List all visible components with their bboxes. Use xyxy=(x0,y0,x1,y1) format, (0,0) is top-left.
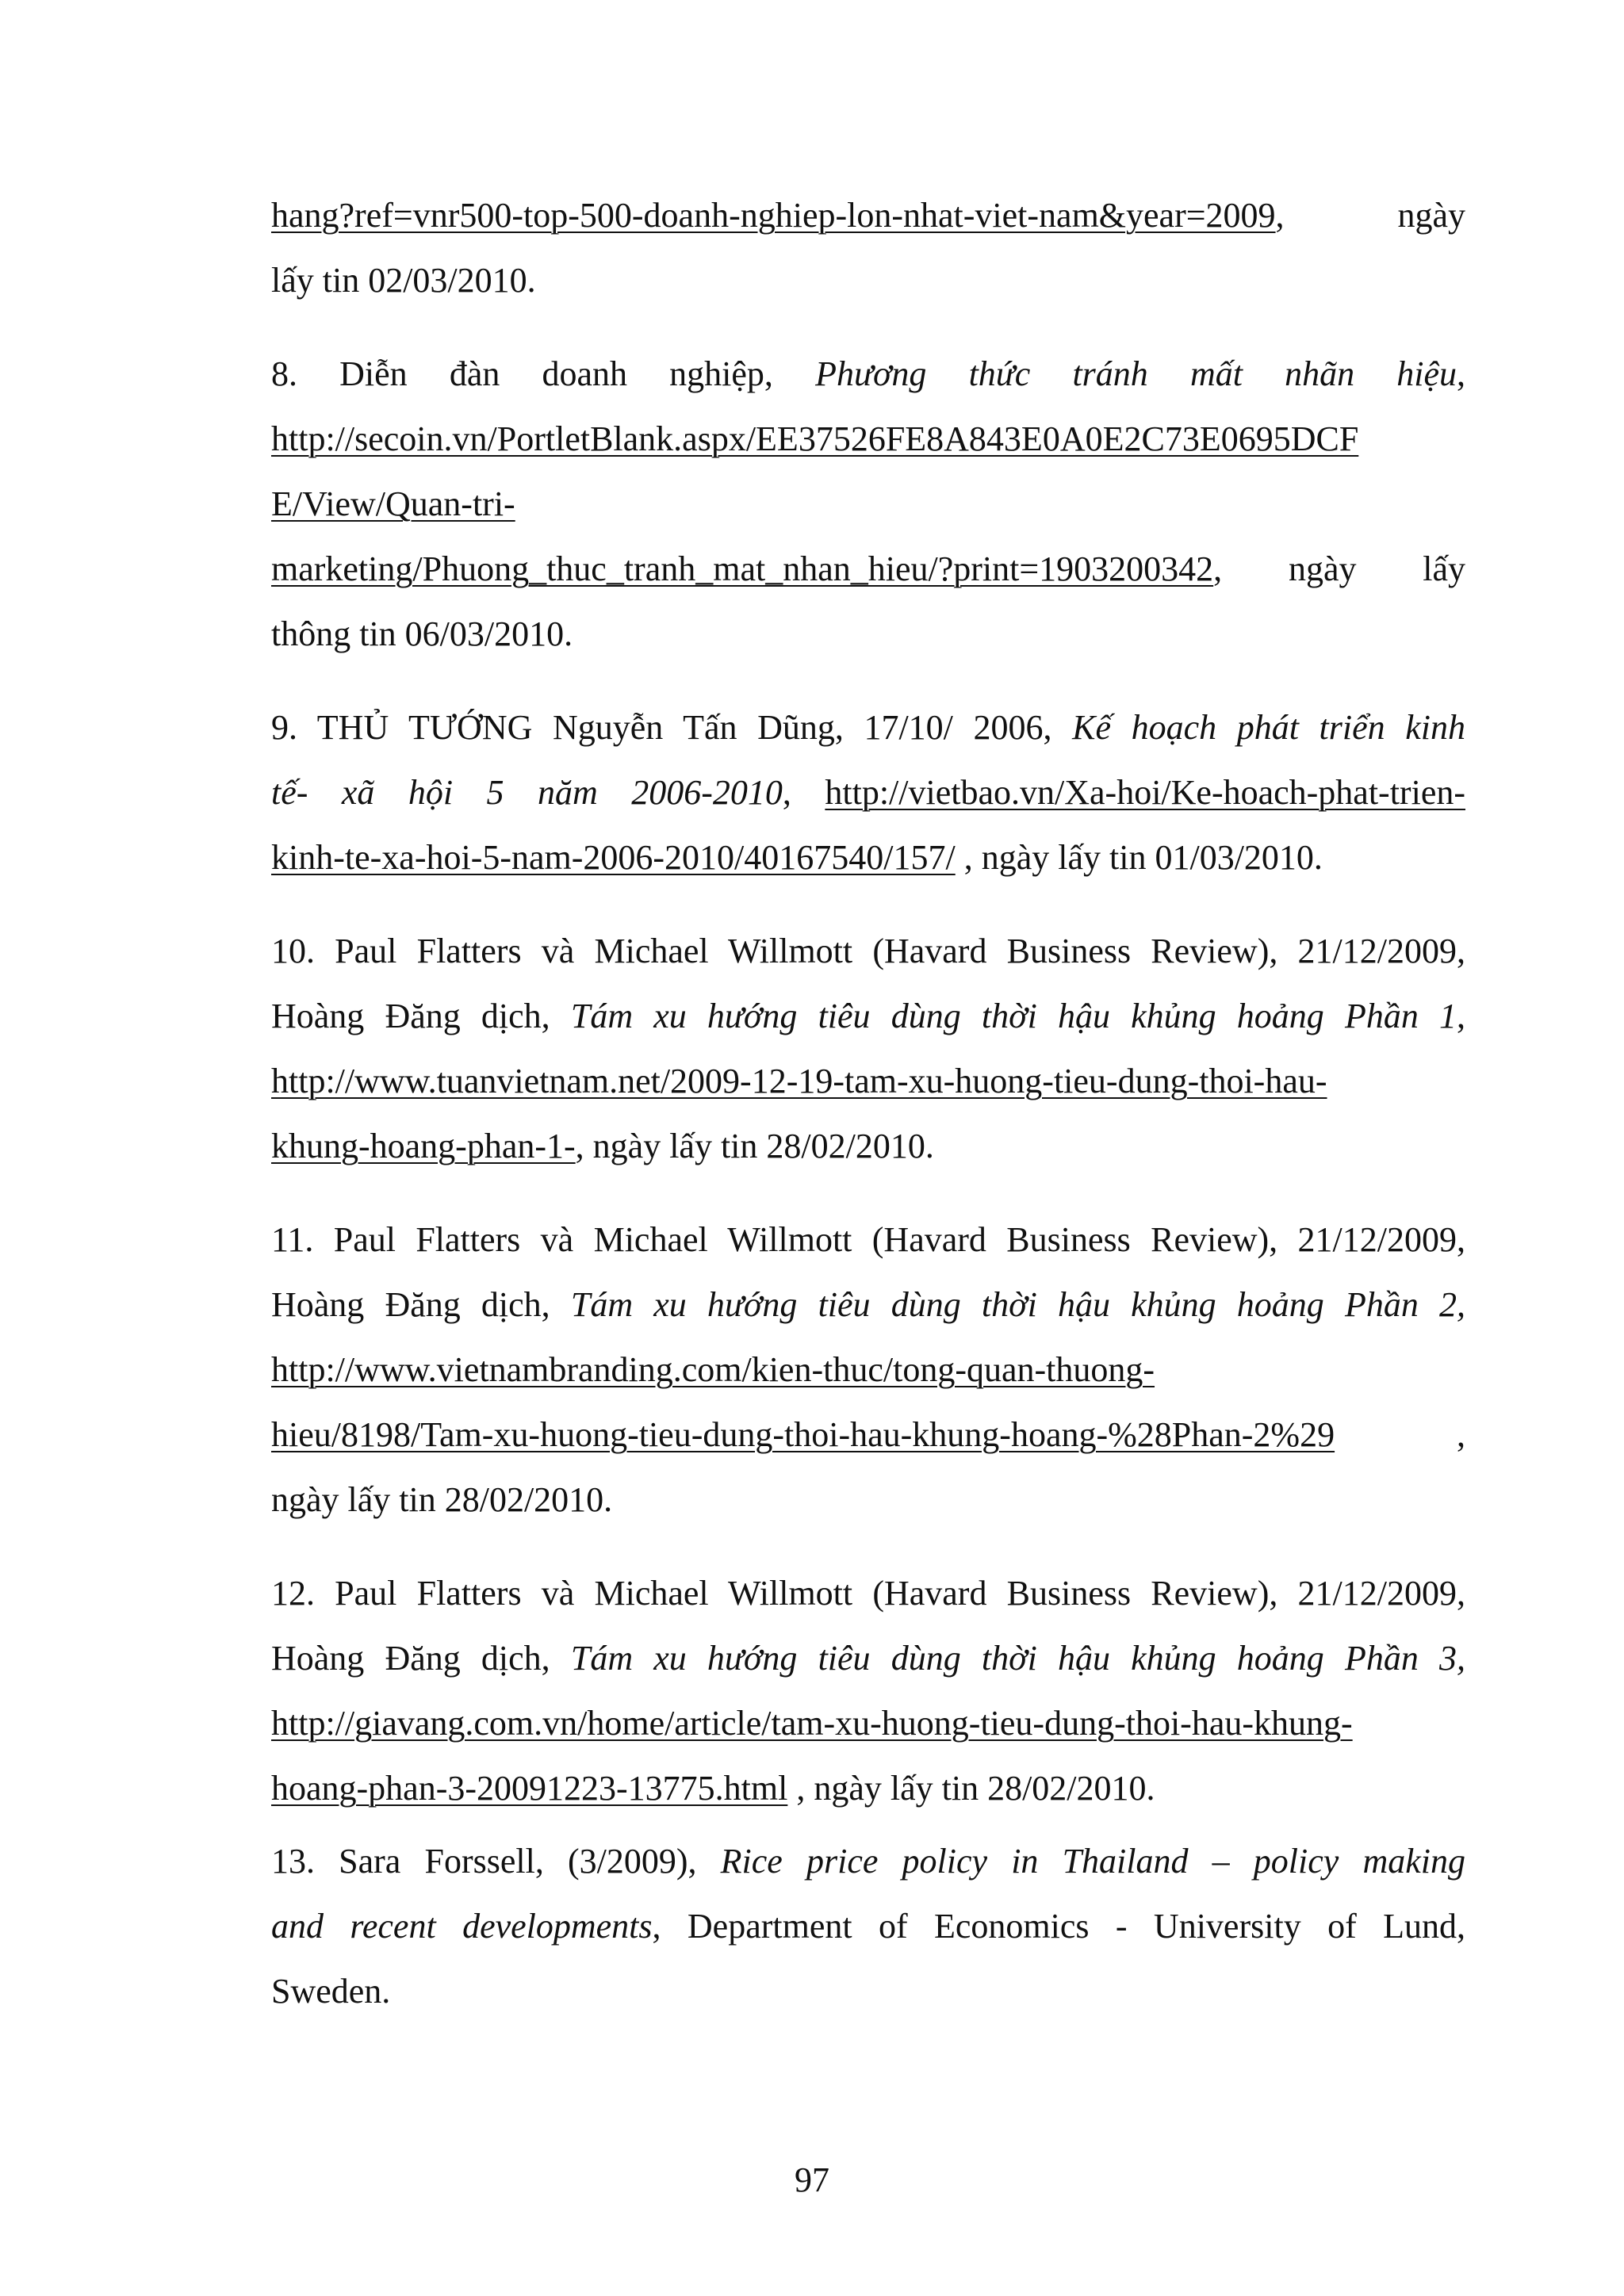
reference-link[interactable]: hoang-phan-3-20091223-13775.html xyxy=(271,1769,788,1808)
reference-text: lấy tin 02/03/2010. xyxy=(271,261,536,300)
reference-8-line-3 xyxy=(271,480,1465,528)
reference-7-line-1 xyxy=(271,192,1465,239)
reference-8-line-4 xyxy=(271,545,1465,593)
reference-text: , xyxy=(1457,354,1465,393)
reference-13-line-3 xyxy=(271,1968,1465,2015)
reference-8-line-1 xyxy=(271,350,1465,398)
reference-12-line-1 xyxy=(271,1570,1465,1617)
reference-title: Phương thức tránh mất nhãn hiệu xyxy=(815,354,1457,393)
reference-12-line-2 xyxy=(271,1635,1465,1682)
reference-11-line-4 xyxy=(271,1411,1465,1459)
reference-link[interactable]: http://www.tuanvietnam.net/2009-12-19-tam-xu-huong-tieu-dung-thoi-hau- xyxy=(271,1062,1327,1100)
reference-text: thông tin 06/03/2010. xyxy=(271,614,573,653)
reference-text: 12. Paul Flatters và Michael Willmott (Havard Business Review), 21/12/2009, xyxy=(271,1574,1465,1613)
reference-11-line-1 xyxy=(271,1216,1465,1264)
reference-text: , ngày xyxy=(1275,196,1465,235)
reference-7-line-2 xyxy=(271,257,1465,304)
reference-link[interactable]: khung-hoang-phan-1- xyxy=(271,1127,576,1165)
page-number: 97 xyxy=(795,2160,829,2199)
reference-text: Hoàng Đăng dịch, xyxy=(271,1639,571,1678)
reference-title: tế- xã hội 5 năm 2006-2010 xyxy=(271,773,783,812)
reference-text: , Department of Economics - University of Lund, xyxy=(652,1907,1465,1946)
reference-10-line-1 xyxy=(271,928,1465,975)
reference-8-line-2 xyxy=(271,415,1465,463)
reference-12-line-4 xyxy=(271,1765,1465,1812)
reference-text: ngày lấy tin 28/02/2010. xyxy=(271,1480,613,1519)
reference-text: 13. Sara Forssell, (3/2009), xyxy=(271,1842,721,1881)
reference-11-line-2 xyxy=(271,1281,1465,1329)
reference-title: Tám xu hướng tiêu dùng thời hậu khủng hoảng Phần 3, xyxy=(570,1639,1465,1678)
reference-link[interactable]: hieu/8198/Tam-xu-huong-tieu-dung-thoi-hau-khung-hoang-%28Phan-2%29 xyxy=(271,1415,1335,1454)
reference-text: , ngày lấy tin 28/02/2010. xyxy=(575,1127,934,1165)
reference-text: , xyxy=(782,773,825,812)
reference-10-line-2 xyxy=(271,993,1465,1040)
reference-title: Tám xu hướng tiêu dùng thời hậu khủng hoảng Phần 2, xyxy=(570,1285,1465,1324)
reference-11-line-3 xyxy=(271,1346,1465,1394)
reference-text: 11. Paul Flatters và Michael Willmott (Havard Business Review), 21/12/2009, xyxy=(271,1220,1465,1259)
reference-8-line-5 xyxy=(271,610,1465,658)
reference-link[interactable]: kinh-te-xa-hoi-5-nam-2006-2010/40167540/157/ xyxy=(271,838,956,877)
reference-text: 10. Paul Flatters và Michael Willmott (Havard Business Review), 21/12/2009, xyxy=(271,932,1465,970)
reference-link[interactable]: hang?ref=vnr500-top-500-doanh-nghiep-lon-nhat-viet-nam&year=2009 xyxy=(271,196,1276,235)
reference-10-line-4 xyxy=(271,1123,1465,1170)
reference-text: , xyxy=(1335,1415,1465,1454)
reference-9-line-3 xyxy=(271,834,1465,882)
reference-text: , xyxy=(1457,997,1465,1035)
reference-text: , ngày lấy tin 01/03/2010. xyxy=(955,838,1323,877)
reference-title: Kế hoạch phát triển kinh xyxy=(1072,708,1465,747)
reference-13-line-2 xyxy=(271,1903,1465,1950)
reference-link[interactable]: http://secoin.vn/PortletBlank.aspx/EE37526FE8A843E0A0E2C73E0695DCF xyxy=(271,419,1359,458)
reference-text: Hoàng Đăng dịch, xyxy=(271,997,571,1035)
reference-title: and recent developments xyxy=(271,1907,653,1946)
reference-link[interactable]: marketing/Phuong_thuc_tranh_mat_nhan_hieu/?print=1903200342 xyxy=(271,549,1214,588)
reference-link[interactable]: E/View/Quan-tri- xyxy=(271,484,515,523)
reference-text: Sweden. xyxy=(271,1972,391,2011)
reference-9-line-1 xyxy=(271,704,1465,752)
reference-link[interactable]: http://www.vietnambranding.com/kien-thuc/tong-quan-thuong- xyxy=(271,1350,1155,1389)
reference-13-line-1 xyxy=(271,1838,1465,1885)
reference-link[interactable]: http://giavang.com.vn/home/article/tam-xu-huong-tieu-dung-thoi-hau-khung- xyxy=(271,1704,1353,1743)
reference-title: Rice price policy in Thailand – policy making xyxy=(720,1842,1465,1881)
reference-title: Tám xu hướng tiêu dùng thời hậu khủng hoảng Phần 1 xyxy=(570,997,1457,1035)
reference-12-line-3 xyxy=(271,1700,1465,1747)
reference-text: 8. Diễn đàn doanh nghiệp, xyxy=(271,354,816,393)
reference-10-line-3 xyxy=(271,1058,1465,1105)
reference-text: , ngày lấy tin 28/02/2010. xyxy=(787,1769,1155,1808)
reference-text: , ngày lấy xyxy=(1213,549,1465,588)
reference-11-line-5 xyxy=(271,1476,1465,1524)
reference-text: 9. THỦ TƯỚNG Nguyễn Tấn Dũng, 17/10/ 2006, xyxy=(271,708,1073,747)
reference-text: Hoàng Đăng dịch, xyxy=(271,1285,571,1324)
reference-9-line-2 xyxy=(271,769,1465,817)
reference-link[interactable]: http://vietbao.vn/Xa-hoi/Ke-hoach-phat-trien- xyxy=(825,773,1465,812)
